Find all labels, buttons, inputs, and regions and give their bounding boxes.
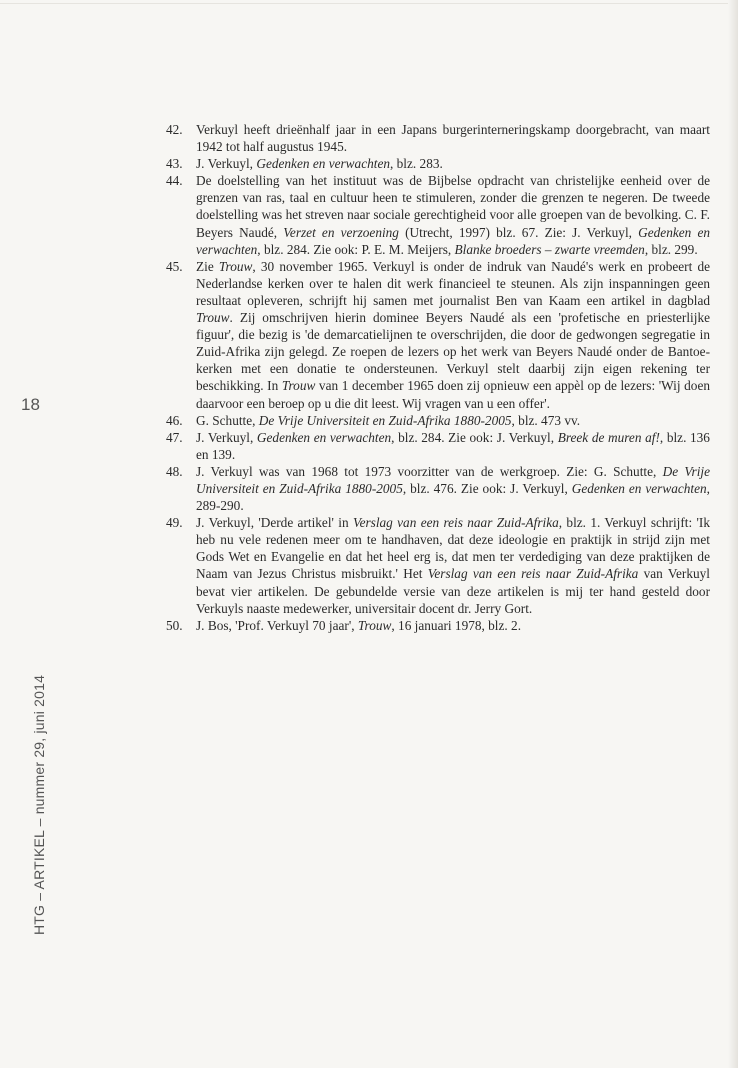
text-run: , blz. 136 en 139. <box>196 429 710 462</box>
text-run: , blz. 476. Zie ook: J. Verkuyl, <box>402 480 572 496</box>
italic-title: Gedenken en verwachten <box>256 156 390 172</box>
footnote <box>166 412 710 429</box>
text-run: J. Verkuyl, 'Derde artikel' in <box>196 515 353 531</box>
text-run: , blz. 473 vv. <box>511 412 581 428</box>
scan-edge-top <box>0 3 738 4</box>
footnote <box>166 514 710 617</box>
footnote-text <box>196 412 710 429</box>
text-run: J. Verkuyl was van 1968 tot 1973 voorzitter van de werkgroep. Zie: G. Schutte, <box>196 463 663 479</box>
footnote-number: 42. <box>166 122 183 137</box>
running-head: HTG – ARTIKEL – nummer 29, juni 2014 <box>31 674 47 935</box>
footnote-text <box>196 617 710 634</box>
text-run: J. Verkuyl, <box>196 429 257 445</box>
text-run: , blz. 284. Zie ook: J. Verkuyl, <box>391 429 558 445</box>
italic-title: Trouw <box>196 310 230 326</box>
footnote <box>166 172 710 257</box>
text-run: , 30 november 1965. Verkuyl is onder de indruk van Naudé's werk en probeert de Nederlandse kerken over te halen dit werk financieel te steunen. Als zijn inspanningen geen resultaat opleveren, schrijft hij samen met journalist Ben van Kaam een artikel in dagblad <box>196 258 710 308</box>
italic-title: Trouw <box>218 258 253 274</box>
text-run: , blz. 299. <box>644 241 698 257</box>
text-run: , 16 januari 1978, blz. 2. <box>391 617 522 633</box>
footnote <box>166 463 710 514</box>
text-run: Verkuyl heeft drieënhalf jaar in een Japans burgerinterneringskamp doorgebracht, van maart 1942 tot half augustus 1945. <box>196 122 710 155</box>
footnote-text <box>196 155 710 172</box>
italic-title: Trouw <box>281 378 316 394</box>
footnotes-list <box>166 121 710 634</box>
footnote-number: 50. <box>166 617 183 633</box>
text-run: . Zij omschrijven hierin dominee Beyers Naudé als een 'profetische en priesterlijke figuur', die bezig is 'de demarcatielijnen te overschrijden, die door de gedwongen segregatie in Zuid-Afrika zijn gelegd. Ze roepen de lezers op het werk van Beyers Naudé onder de Bantoe-kerken met een donatie te ondersteunen. Verkuyl stelt daarbij zijn eigen rekening ter beschikking. In <box>196 310 710 394</box>
text-run: van 1 december 1965 doen zij opnieuw een appèl op de lezers: 'Wij doen daarvoor een beroep op u die dit leest. Wij vragen van u een offer'. <box>196 378 710 411</box>
text-run: , blz. 283. <box>390 156 443 172</box>
footnote <box>166 429 710 463</box>
page-number: 18 <box>21 395 40 414</box>
italic-title: Verzet en verzoening <box>283 224 399 240</box>
footnote-text <box>196 172 710 257</box>
footnote-number: 48. <box>166 463 183 479</box>
text-run: G. Schutte, <box>196 412 259 428</box>
footnote-number: 49. <box>166 515 183 531</box>
footnote <box>166 155 710 172</box>
footnote-text <box>196 463 710 514</box>
text-run: , 289-290. <box>196 480 710 514</box>
text-run: , blz. 1. Verkuyl schrijft: 'Ik heb nu vele redenen meer om te handhaven, dat deze ideologie en praktijk in strijd zijn met Gods Wet en Evangelie en dat het heel erg is, dat men ter verdediging van deze praktijken de Naam van Jezus Christus misbruikt.' Het <box>196 515 710 582</box>
scan-edge-right <box>728 0 738 1068</box>
italic-title: Gedenken en verwachten <box>196 224 710 257</box>
footnote-text <box>196 258 710 412</box>
text-run: De doelstelling van het instituut was de Bijbelse opdracht van christelijke eenheid over de grenzen van ras, taal en cultuur heen te stimuleren, zonder die grenzen te negeren. De tweede doelstelling was het streven naar sociale gerechtigheid voor alle groepen van de bevolking. C. F. Beyers Naudé, <box>196 173 710 240</box>
text-run: (Utrecht, 1997) blz. 67. Zie: J. Verkuyl, <box>398 224 639 240</box>
italic-title: Blanke broeders – zwarte vreemden <box>454 241 645 257</box>
italic-title: Verslag van een reis naar Zuid-Afrika <box>427 566 639 582</box>
footnote-text <box>196 429 710 463</box>
footnote-text <box>196 514 710 617</box>
footnote-number: 43. <box>166 156 183 172</box>
footnote-number: 44. <box>166 173 183 189</box>
footnote <box>166 617 710 634</box>
footnote <box>166 121 710 155</box>
italic-title: De Vrije Universiteit en Zuid-Afrika 1880-2005 <box>196 463 710 496</box>
text-run: J. Verkuyl, <box>196 156 257 172</box>
italic-title: Trouw <box>357 617 392 633</box>
italic-title: De Vrije Universiteit en Zuid-Afrika 1880-2005 <box>258 412 512 428</box>
italic-title: Verslag van een reis naar Zuid-Afrika <box>352 515 559 531</box>
footnote-text <box>196 121 710 155</box>
footnote <box>166 258 710 412</box>
text-run: van Verkuyl bevat vier artikelen. De gebundelde versie van deze artikelen is mij ter hand gesteld door Verkuyls naaste medewerker, universitair docent dr. Jerry Gort. <box>196 566 710 616</box>
footnote-number: 45. <box>166 258 183 274</box>
italic-title: Gedenken en verwachten <box>256 429 392 445</box>
italic-title: Gedenken en verwachten <box>571 480 707 496</box>
italic-title: Breek de muren af! <box>557 429 660 445</box>
text-run: Zie <box>196 258 219 274</box>
footnote-number: 46. <box>166 412 183 428</box>
text-run: , blz. 284. Zie ook: P. E. M. Meijers, <box>257 241 455 257</box>
text-run: J. Bos, 'Prof. Verkuyl 70 jaar', <box>196 617 358 633</box>
footnote-number: 47. <box>166 429 183 445</box>
